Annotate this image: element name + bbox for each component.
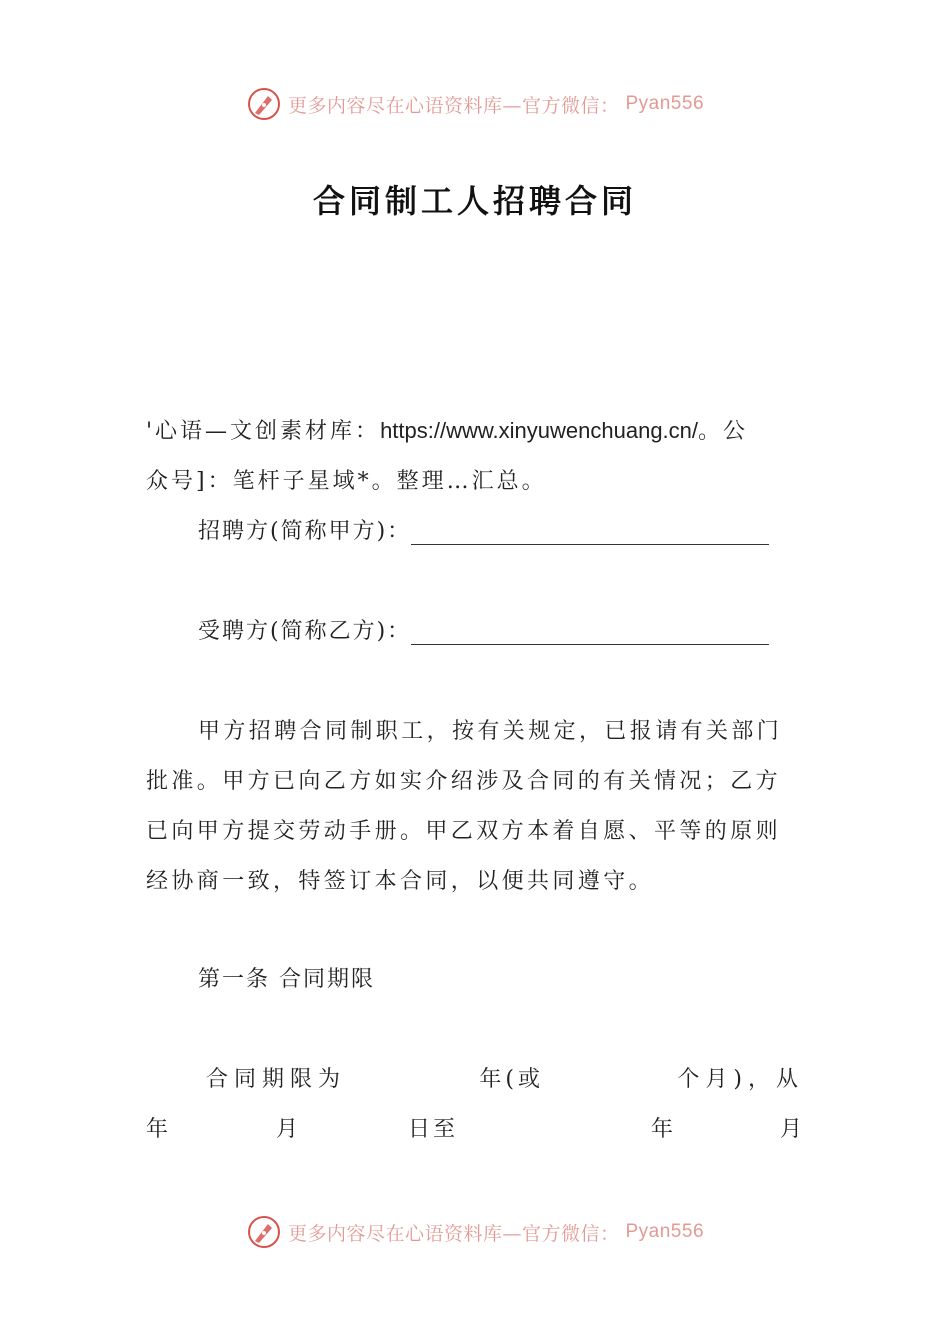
party-a-line [198,514,769,545]
pen-nib-logo-icon [246,1214,282,1250]
source-line-1 [146,414,748,445]
source-prefix: '心语—文创素材库： [146,419,381,444]
watermark-header [0,84,950,124]
watermark-text: 更多内容尽在心语资料库—官方微信： [287,94,620,117]
source-url[interactable]: https://www.xinyuwenchuang.cn/ [380,418,699,443]
source-line-2: 众号]：笔杆子星域*。整理…汇总。 [146,469,547,494]
term-label: 合同期限为 [206,1067,347,1092]
intro-line-4: 经协商一致，特签订本合同，以便共同遵守。 [146,869,655,894]
start-year: 年 [146,1117,172,1142]
watermark-wechat-id: Pyan556 [625,93,705,114]
start-month: 月 [276,1117,302,1142]
end-month: 月 [780,1117,806,1142]
party-b-blank[interactable] [411,620,769,645]
article-1-row-1 [206,1062,804,1093]
pen-nib-logo-icon [246,86,282,122]
source-suffix: 。公 [698,419,749,444]
document-title: 合同制工人招聘合同 [312,182,637,220]
watermark-text: 更多内容尽在心语资料库—官方微信： [287,1222,620,1245]
intro-line-1: 甲方招聘合同制职工，按有关规定，已报请有关部门 [198,719,783,744]
start-day-to: 日至 [408,1117,459,1142]
term-months: 个月)，从 [677,1067,804,1092]
article-1-heading: 第一条 合同期限 [198,967,375,992]
party-b-label: 受聘方(简称乙方)： [198,619,412,644]
intro-line-2: 批准。甲方已向乙方如实介绍涉及合同的有关情况；乙方 [146,769,782,794]
intro-line-3: 已向甲方提交劳动手册。甲乙双方本着自愿、平等的原则 [146,819,782,844]
party-a-blank[interactable] [411,520,769,545]
watermark-wechat-id: Pyan556 [625,1221,705,1242]
watermark-footer [0,1212,950,1252]
end-year: 年 [651,1117,677,1142]
party-b-line [198,614,769,645]
party-a-label: 招聘方(简称甲方)： [198,519,412,544]
article-1-row-2 [146,1112,806,1142]
term-years: 年(或 [479,1067,544,1092]
